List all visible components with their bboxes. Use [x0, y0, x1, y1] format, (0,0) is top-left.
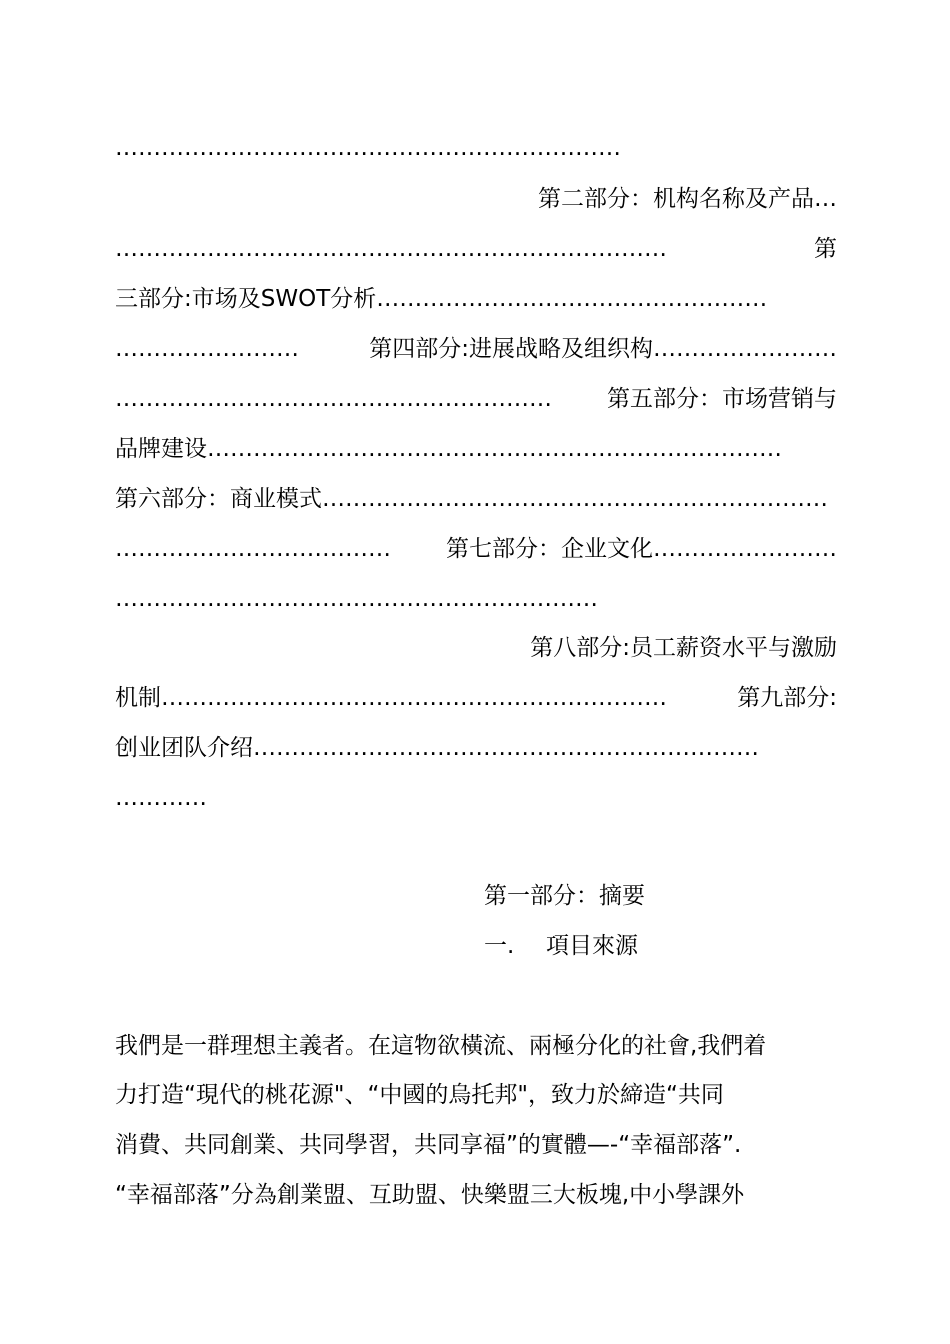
body-line-3: 消費、共同創業、共同學習，共同享福”的實體—-“幸福部落”. [115, 1132, 742, 1158]
toc-line-9 [115, 533, 837, 565]
toc-line-2: 第二部分：机构名称及产品… [538, 186, 837, 212]
toc-line-9-dots: ……………………………… [115, 536, 391, 562]
toc-line-1: ………………………………………………………… [115, 135, 621, 161]
body-line-4: “幸福部落”分為創業盟、互助盟、快樂盟三大板塊,中小學課外 [115, 1182, 745, 1208]
toc-line-9-entry: 第七部分：企业文化…………………… [446, 536, 837, 562]
toc-line-6 [115, 383, 837, 415]
toc-line-5 [115, 333, 837, 365]
toc-line-13: 创业团队介绍………………………………………………………… [115, 735, 759, 761]
section-title: 第一部分：摘要 [484, 883, 645, 909]
toc-line-10: ……………………………………………………… [115, 586, 598, 612]
toc-line-8: 第六部分：商业模式………………………………………………………… [115, 486, 828, 512]
toc-line-12 [115, 682, 837, 714]
toc-line-6-dots: ………………………………………………… [115, 386, 552, 412]
toc-line-7: 品牌建设………………………………………………………………… [115, 436, 782, 462]
toc-line-5-dots: …………………… [115, 336, 299, 362]
toc-line-11: 第八部分:员工薪资水平与激励 [530, 635, 837, 661]
toc-line-3-dots: ……………………………………………………………… [115, 236, 667, 262]
toc-line-3-tail: 第 [814, 236, 837, 262]
toc-line-6-entry: 第五部分：市场营销与 [607, 386, 837, 412]
subsection-heading [484, 930, 638, 962]
toc-line-14: ………… [115, 785, 207, 811]
toc-line-12-dots: 机制………………………………………………………… [115, 685, 667, 711]
body-line-2: 力打造“現代的桃花源"、“中國的烏托邦"，致力於締造“共同 [115, 1082, 724, 1108]
subsection-title: 項目來源 [546, 933, 638, 959]
toc-line-5-entry: 第四部分:进展战略及组织构…………………… [369, 336, 837, 362]
toc-line-12-entry: 第九部分: [737, 685, 837, 711]
subsection-number: 一. [484, 933, 515, 959]
toc-line-4: 三部分:市场及SWOT分析…………………………………………… [115, 286, 768, 312]
toc-line-3 [115, 233, 837, 265]
body-line-1: 我們是一群理想主義者。在這物欲橫流、兩極分化的社會,我們着 [115, 1033, 767, 1059]
